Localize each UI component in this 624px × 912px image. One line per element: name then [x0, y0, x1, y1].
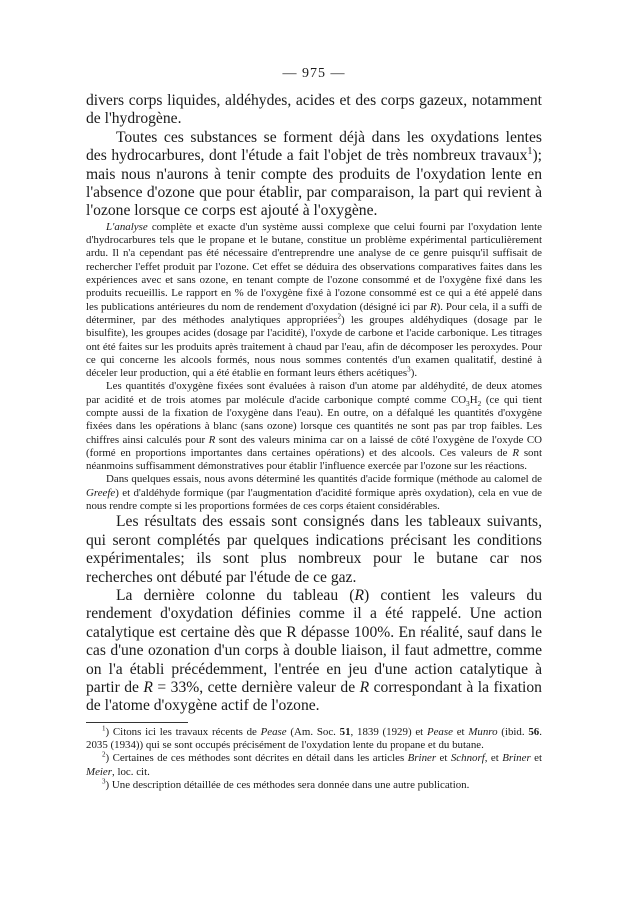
- text: complète et exacte d'un système aussi complexe que celui fourni par l'oxydation lente d'hydrocarbures tels que le propane et le butane, constitue un problème expérimental particulièrement ardu. Il n'a cependant pas été nécessaire d'entreprendre une analyse de ce genre puisqu'il suffisait de rechercher l'effet produit par l'ozone. Cet effet se déduira des observations comparatives faites dans les expériences avec et sans ozone, en tenant compte de l'ozone consommé et de l'oxygène fixé dans les produits recueillis. Le rapport en % de l'oxygène fixé à l'ozone consommé est ce qui a été appelé dans les publications antérieures du nom de rendement d'oxydation (désigné ici par: [86, 220, 542, 313]
- symbol-r: R: [354, 587, 365, 604]
- text: ) Certaines de ces méthodes sont décrites en détail dans les articles: [105, 752, 408, 765]
- text: (ce qui tient compte aussi de la fixation de l'oxygène dans l'eau). En outre, on a défalqué les quantités d'oxygène fixées dans les opérations à blanc (sans ozone) lorsque ces quantités ne sont pas par trop faibles. Les chiffres ainsi calculés pour: [86, 393, 542, 446]
- paragraph-substances: [86, 129, 542, 221]
- footnote-3: [86, 779, 542, 792]
- footnote-ref-3: 3: [407, 365, 411, 374]
- text: , loc. cit.: [112, 765, 150, 778]
- text: (ibid.: [497, 725, 529, 738]
- text: , et: [484, 752, 503, 765]
- text: ) les groupes aldéhydiques (dosage par le bisulfite), les groupes acides (dosage par l'acidité), l'oxyde de carbone et l'acide carbonique. Les titrages ont été faites sur les produits après traitement à chaud par l'eau, afin de décomposer les peroxydes. Pour ce qui concerne les alcools formés, nous nous sommes contentés d'un examen qualitatif, destiné à déceler leur production, qui a été établie en formant leurs éthers acétiques: [86, 313, 542, 380]
- volume-number: 56: [528, 725, 540, 738]
- subscript: 3: [466, 399, 470, 408]
- text: divers corps liquides, aldéhydes, acides et des corps gazeux, notamment de l'hydrogène.: [86, 92, 542, 128]
- paragraph-intro-continuation: [86, 92, 542, 129]
- paragraph-last-column: [86, 587, 542, 716]
- text: sont néanmoins suffisamment démonstratives pour établir l'influence exercée par l'ozone sur les réactions.: [86, 446, 542, 473]
- emphasis: L'analyse: [106, 220, 148, 233]
- text: ); mais nous n'aurons à tenir compte des produits de l'oxydation lente en l'absence d'ozone que pour établir, par comparaison, la part qui revient à l'ozone lorsque ce corps est ajouté à l'oxygène.: [86, 147, 542, 220]
- symbol-r: R: [359, 679, 370, 697]
- author-name: Schnorf: [450, 752, 485, 765]
- footnote-divider: [86, 722, 188, 723]
- author-name: Pease: [260, 725, 287, 738]
- text: H: [469, 393, 478, 406]
- subscript: 2: [477, 399, 482, 408]
- text: . 2035 (1934)) qui se sont occupés précisément de l'oxydation lente du propane et du butane.: [86, 725, 542, 752]
- text: et: [436, 752, 451, 765]
- text: correspondant à la fixation de l'atome d'oxygène actif de l'ozone.: [86, 679, 542, 715]
- text: La dernière colonne du tableau (: [116, 587, 355, 604]
- footnote-ref-2: 2: [337, 312, 341, 321]
- text: ) Une description détaillée de ces méthodes sera donnée dans une autre publication.: [105, 779, 470, 792]
- paragraph-results: [86, 513, 542, 587]
- paragraph-analysis: [86, 221, 542, 381]
- author-name: Munro: [468, 725, 498, 738]
- symbol-r: R: [143, 679, 153, 697]
- text: = 33%, cette dernière valeur de: [152, 679, 360, 697]
- text: (Am. Soc.: [286, 725, 340, 738]
- text: Toutes ces substances se forment déjà dans les oxydations lentes des hydrocarbures, dont l'étude a fait l'objet de très nombreux travaux: [86, 128, 542, 165]
- text: et: [452, 725, 469, 738]
- text: et: [530, 752, 542, 765]
- footnote-mark: 1: [102, 724, 106, 733]
- volume-number: 51: [339, 725, 351, 738]
- text: Dans quelques essais, nous avons déterminé les quantités d'acide formique (méthode au calomel de: [106, 473, 542, 486]
- author-name: Briner: [502, 752, 531, 765]
- author-name: Briner: [407, 752, 437, 765]
- text: ).: [410, 367, 418, 380]
- symbol-r: R: [429, 300, 437, 313]
- footnote-1: [86, 726, 542, 753]
- text: Les résultats des essais sont consignés dans les tableaux suivants, qui seront complétés par quelques indications précisant les conditions expérimentales; ils sont plus nombreux pour le butane car nos recherches ont débuté par l'étude de ce gaz.: [86, 513, 542, 586]
- symbol-r: R: [512, 446, 519, 459]
- text: , 1839 (1929) et: [350, 725, 427, 738]
- text: ) et d'aldéhyde formique (par l'augmentation d'acidité formique après oxydation), cela en vue de nous rendre compte si les proportions formées de ces corps étaient considérables.: [86, 486, 542, 513]
- text: ) contient les valeurs du rendement d'oxydation définies comme il a été rappelé. Une action catalytique est certaine dès que R dépasse 100%. En réalité, sauf dans le cas d'une ozonation d'un corps à double liaison, il faut admettre, comme on l'a établi précédemment, l'entrée en jeu d'une action catalytique à partir de: [86, 587, 543, 697]
- author-name: Meier: [86, 765, 113, 778]
- paragraph-oxygen-quantities: [86, 380, 542, 473]
- footnote-2: [86, 752, 542, 779]
- text: ) Citons ici les travaux récents de: [105, 725, 261, 738]
- page-number: — 975 —: [282, 66, 346, 81]
- paragraph-formic-acid: [86, 473, 542, 513]
- footnote-ref-1: 1: [527, 146, 533, 158]
- text: sont des valeurs minima car on a laissé de côté l'oxygène de l'oxyde CO (formé en proportions importantes dans certaines opérations) et des alcools. Ces valeurs de: [86, 433, 542, 459]
- text: ). Pour cela, il a suffi de déterminer, par des méthodes analytiques appropriées: [86, 300, 542, 326]
- author-name: Pease: [426, 725, 453, 738]
- footnote-mark: 3: [102, 777, 106, 786]
- symbol-r: R: [208, 433, 216, 446]
- text: Les quantités d'oxygène fixées sont évaluées à raison d'un atome par aldéhydité, de deux atomes par acidité et de trois atomes par molécule d'acide carbonique compté comme CO: [86, 380, 542, 406]
- author-name: Greefe: [86, 486, 116, 499]
- footnote-mark: 2: [102, 750, 106, 759]
